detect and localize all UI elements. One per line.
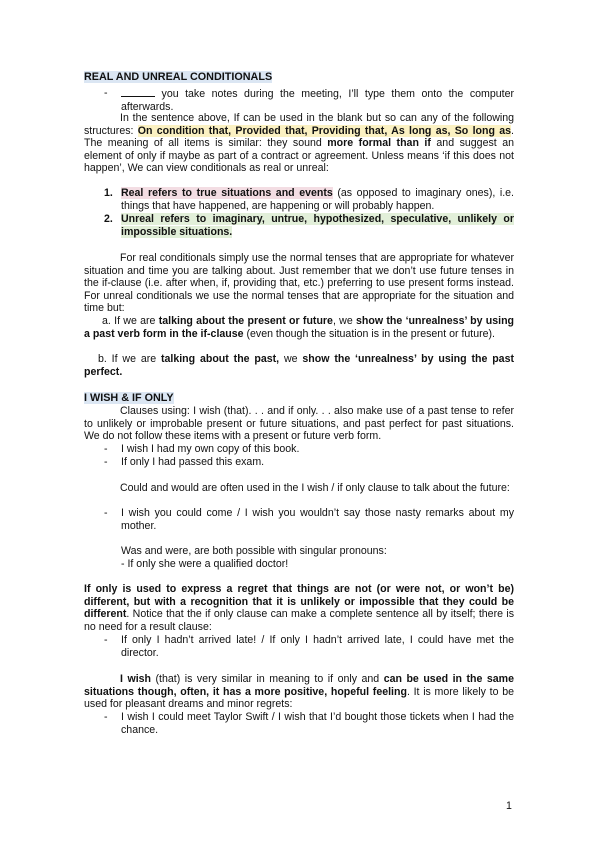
example-i-wish: I wish I could meet Taylor Swift / I wish that I’d bought those tickets when I had the chance. [121,711,514,736]
example-sentence: you take notes during the meeting, I’ll type them onto the computer afterwards. [121,88,514,113]
paragraph-could-would: Could and would are often used in the I wish / if only clause to talk about the future: [120,482,510,494]
paragraph-if-only-regret: If only is used to express a regret that things are not (or were not, or won’t be) different, but with a recognition that it is unlikely or impossible that they could be different. Notice that the if only clause can make a complete sentence all by itself; there is no need for a result clause: [84,583,514,633]
bullet-dash: - [104,507,108,519]
example-wish-2: If only I had passed this exam. [121,456,265,468]
section-heading-wish: I WISH & IF ONLY [84,392,174,404]
paragraph-i-wish: I wish (that) is very similar in meaning to if only and can be used in the same situations though, often, it has a more positive, hopeful feeling. It is more likely to be used for pleasant dreams and minor regrets: [84,673,514,710]
paragraph-structures: In the sentence above, If can be used in the blank but so can any of the following structures: On condition that, Provided that, Providing that, As long as, So long as. The meaning of all items is similar: they sound more formal than if and suggest an element of only if maybe as part of a contract or agreement. Unless means ‘if this does not happen’, We can view conditionals as real or unreal: [84,112,514,174]
section-heading-conditionals: REAL AND UNREAL CONDITIONALS [84,71,273,83]
paragraph-was-were: Was and were, are both possible with singular pronouns: [121,545,387,557]
example-was-were: - If only she were a qualified doctor! [121,558,289,570]
bullet-dash: - [104,634,108,646]
paragraph-point-a: a. If we are talking about the present or future, we show the ‘unrealness’ by using a past verb form in the if-clause (even though the situation is in the present or future). [84,315,515,340]
blank-line [121,87,155,97]
example-wish-1: I wish I had my own copy of this book. [121,443,300,455]
list-item-real: Real refers to true situations and events (as opposed to imaginary ones), i.e. things that have happened, are happening or will probably happen. [121,187,515,212]
bullet-dash: - [104,456,108,468]
list-number-1: 1. [104,187,113,199]
page-number: 1 [506,800,512,812]
example-if-only: If only I hadn’t arrived late! / If only I hadn’t arrived late, I could have met the director. [121,634,514,659]
paragraph-real-conditionals: For real conditionals simply use the normal tenses that are appropriate for whatever situation and time you are talking about. Just remember that we don’t use future tenses in the if-clause (i.e. after when, if, providing that, etc.) preferring to use present forms instead. For unreal conditionals we use the normal tenses that are appropriate for the situation and time but: [84,252,514,314]
paragraph-point-b: b. If we are talking about the past, we show the ‘unrealness’ by using the past perfect. [84,353,514,378]
bullet-dash: - [104,443,108,455]
list-item-unreal: Unreal refers to imaginary, untrue, hypothesized, speculative, unlikely or impossible situations. [121,213,514,238]
list-number-2: 2. [104,213,113,225]
paragraph-wish-intro: Clauses using: I wish (that). . . and if only. . . also make use of a past tense to refer to unlikely or improbable present or future situations, and past perfect for past situations. We do not follow these items with a present or future verb form. [84,405,514,442]
bullet-dash: - [104,87,108,99]
bullet-dash: - [104,711,108,723]
example-wish-3: I wish you could come / I wish you wouldn’t say those nasty remarks about my mother. [121,507,514,532]
